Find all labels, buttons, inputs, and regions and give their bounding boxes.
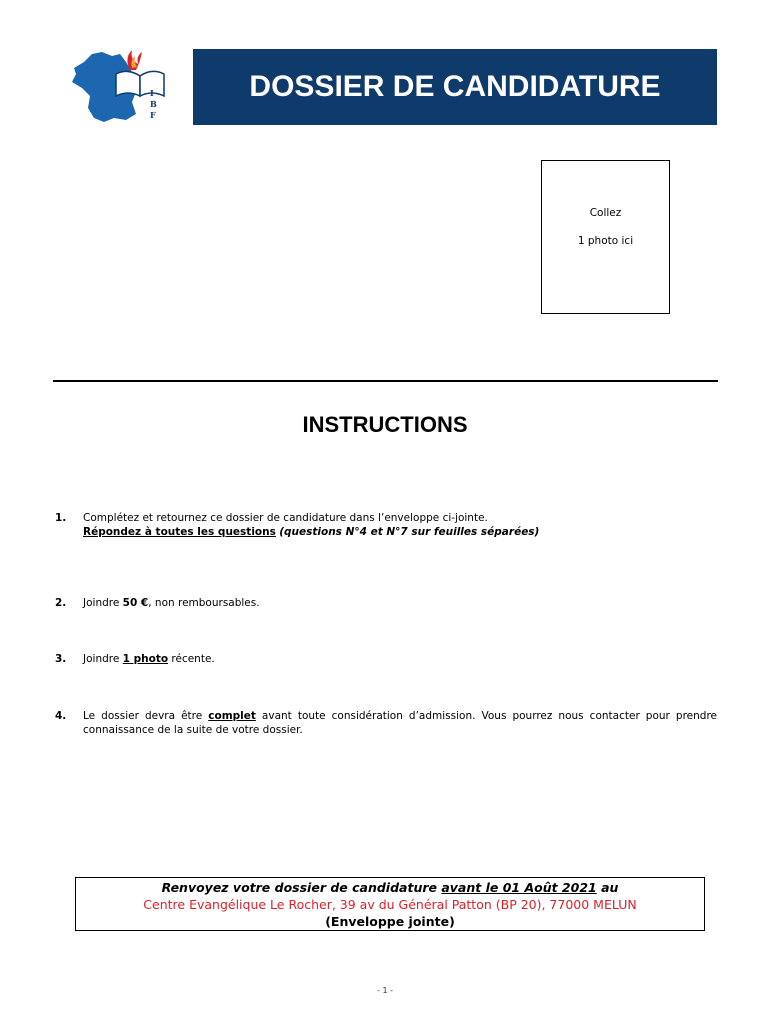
page-title: DOSSIER DE CANDIDATURE xyxy=(249,70,661,103)
item-2-pre: Joindre xyxy=(83,597,123,609)
item-4-pre: Le dossier devra être xyxy=(83,710,209,722)
item-4-complet: complet xyxy=(208,710,256,722)
photo-placeholder-box xyxy=(541,160,670,314)
item-number: 1. xyxy=(55,512,67,524)
page-number: - 1 - xyxy=(377,986,393,995)
logo-letters: IBF xyxy=(150,88,157,120)
item-number: 2. xyxy=(55,597,67,609)
notice-line1-post: au xyxy=(596,880,619,895)
item-4-post: avant toute considération d’admission. Vous pourrez nous contacter pour prendre connaissance de la suite de votre dossier. xyxy=(83,710,717,736)
item-1-note: (questions N°4 et N°7 sur feuilles séparées) xyxy=(279,526,540,538)
item-number: 3. xyxy=(55,653,67,665)
france-map-book-logo-icon xyxy=(66,48,178,126)
item-1-emphasis: Répondez à toutes les questions xyxy=(83,526,276,538)
instructions-heading: INSTRUCTIONS xyxy=(302,412,468,437)
item-3-post: récente. xyxy=(168,653,215,665)
item-1-text: Complétez et retournez ce dossier de candidature dans l’enveloppe ci-jointe. xyxy=(83,512,488,524)
notice-line1-pre: Renvoyez votre dossier de candidature xyxy=(161,880,442,895)
photo-box-line2: 1 photo ici xyxy=(577,235,634,247)
deadline-notice-box xyxy=(75,877,705,931)
item-2-post: , non remboursables. xyxy=(148,597,260,609)
item-3-pre: Joindre xyxy=(83,653,123,665)
notice-deadline: avant le 01 Août 2021 xyxy=(441,880,597,895)
notice-envelope: (Enveloppe jointe) xyxy=(325,914,455,929)
ibf-logo xyxy=(66,48,178,126)
item-number: 4. xyxy=(55,710,67,722)
photo-box-line1: Collez xyxy=(589,207,622,219)
item-3-photo: 1 photo xyxy=(122,653,169,665)
notice-address: Centre Evangélique Le Rocher, 39 av du Général Patton (BP 20), 77000 MELUN xyxy=(143,897,637,912)
item-2-fee: 50 € xyxy=(122,597,149,609)
title-banner xyxy=(193,49,717,125)
horizontal-divider xyxy=(53,380,718,382)
